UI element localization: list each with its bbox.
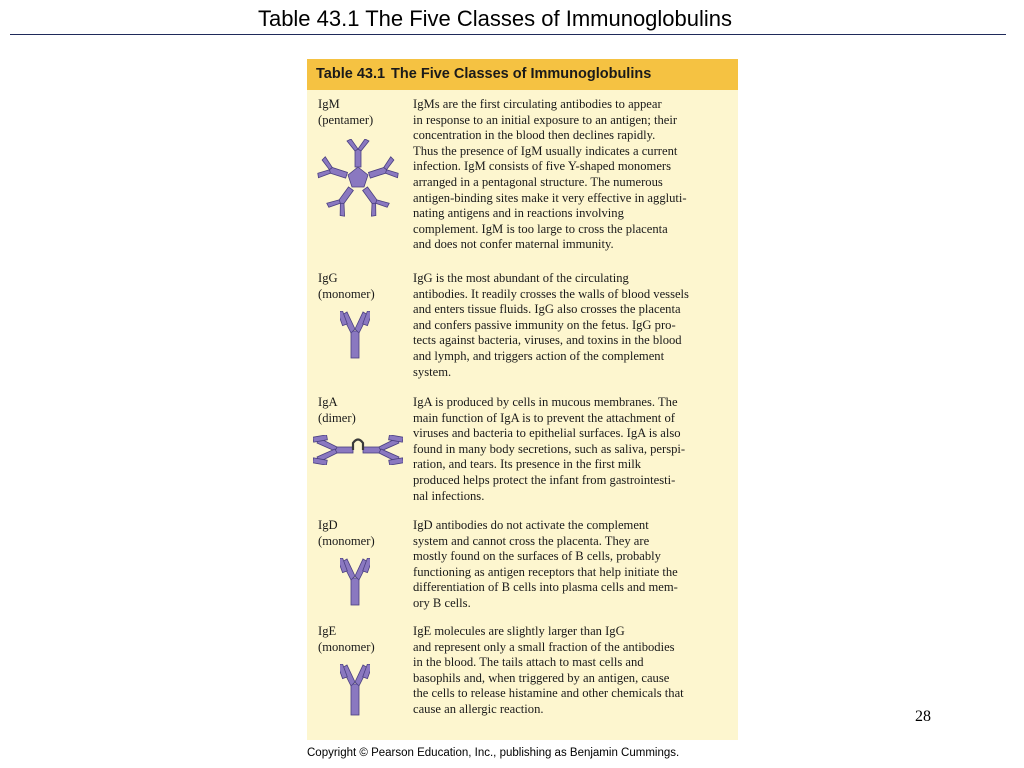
row-label <box>318 624 408 655</box>
class-name: IgD <box>318 518 338 532</box>
row-label <box>318 518 408 549</box>
class-name: IgA <box>318 395 338 409</box>
class-form: (monomer) <box>318 533 375 548</box>
copyright-notice: Copyright © Pearson Education, Inc., publishing as Benjamin Cummings. <box>307 747 680 759</box>
igm-pentamer-icon <box>313 139 403 221</box>
row-description: IgMs are the first circulating antibodies to appear in response to an initial exposure to an antigen; their concentration in the blood then declines rapidly. Thus the presence of IgM usually indicates a current infection. IgM consists of five Y-shaped monomers arranged in a pentagonal structure. The numerous antigen-binding sites make it very effective in aggluti- nating antigens and in reactions involving complement. IgM is too large to cross the placenta and does not confer maternal immunity. <box>413 97 687 252</box>
title-divider <box>10 34 1006 35</box>
row-description: IgA is produced by cells in mucous membranes. The main function of IgA is to prevent the attachment of viruses and bacteria to epithelial surfaces. IgA is also found in many body secretions, such as saliva, perspi- ration, and tears. Its presence in the first milk produced helps protect the infant from gastrointesti- nal infections. <box>413 395 686 503</box>
row-description: IgE molecules are slightly larger than IgG and represent only a small fraction of the antibodies in the blood. The tails attach to mast cells and basophils and, when triggered by an antigen, cause the cells to release histamine and other chemicals that cause an allergic reaction. <box>413 624 684 716</box>
row-description: IgD antibodies do not activate the complement system and cannot cross the placenta. They are mostly found on the surfaces of B cells, probably functioning as antigen receptors that help initiate the differentiation of B cells into plasma cells and mem- ory B cells. <box>413 518 678 610</box>
slide-title: Table 43.1 The Five Classes of Immunoglobulins <box>257 6 733 31</box>
table-title: The Five Classes of Immunoglobulins <box>391 66 652 82</box>
iga-dimer-icon <box>313 435 403 465</box>
table-header <box>307 59 738 90</box>
igd-monomer-icon <box>340 558 370 606</box>
class-form: (monomer) <box>318 639 375 654</box>
row-description: IgG is the most abundant of the circulating antibodies. It readily crosses the walls of blood vessels and enters tissue fluids. IgG also crosses the placenta and confers passive immunity on the fetus. IgG pro- tects against bacteria, viruses, and toxins in the blood and lymph, and triggers action of the complement system. <box>413 271 689 379</box>
class-name: IgM <box>318 97 340 111</box>
row-label <box>318 395 408 426</box>
row-label <box>318 271 408 302</box>
class-form: (monomer) <box>318 286 375 301</box>
class-form: (dimer) <box>318 410 356 425</box>
page-number: 28 <box>915 708 931 725</box>
class-form: (pentamer) <box>318 112 374 127</box>
class-name: IgE <box>318 624 337 638</box>
class-name: IgG <box>318 271 338 285</box>
immunoglobulin-table <box>307 59 738 740</box>
row-label <box>318 97 408 128</box>
ige-monomer-icon <box>340 664 370 716</box>
igg-monomer-icon <box>340 311 370 359</box>
table-number: Table 43.1 <box>316 66 386 82</box>
